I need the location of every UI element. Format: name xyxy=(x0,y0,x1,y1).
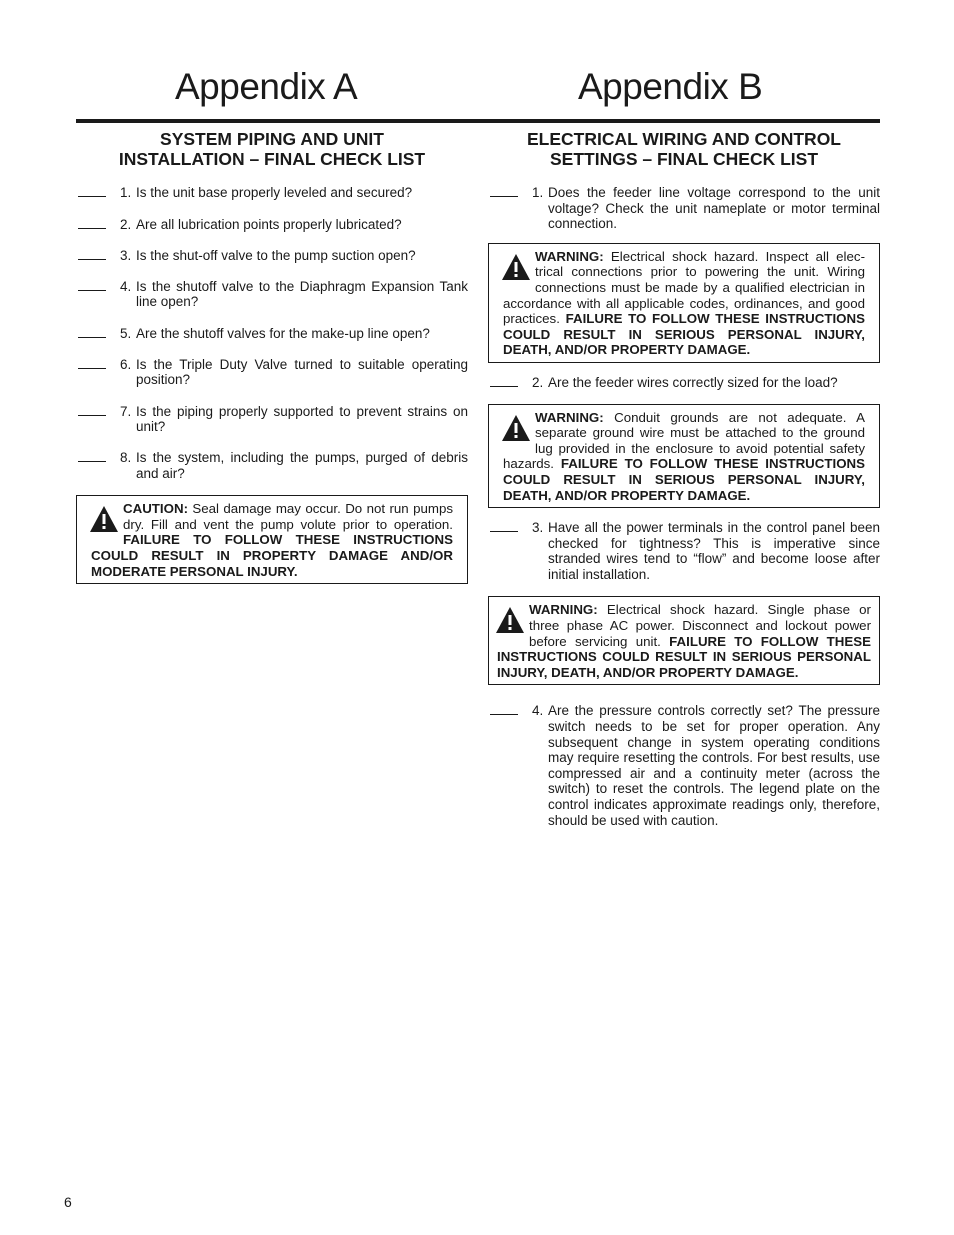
checkbox-blank[interactable] xyxy=(490,531,518,532)
checklist-item xyxy=(76,357,468,388)
header-rule xyxy=(76,119,880,123)
warning-box-electrical xyxy=(488,243,880,363)
item-text: Are the feeder wires correctly sized for the load? xyxy=(548,374,838,390)
checkbox-blank[interactable] xyxy=(78,290,106,291)
item-number: 4. xyxy=(120,278,132,294)
item-number: 3. xyxy=(120,248,132,264)
item-number: 6. xyxy=(120,356,132,372)
checkbox-blank[interactable] xyxy=(78,337,106,338)
item-number: 4. xyxy=(532,703,544,719)
caution-emphasis: FAILURE TO FOLLOW THESE INSTRUCTIONS COULD RESULT IN PROPERTY DAMAGE AND/OR MODERATE PERSONAL INJURY. xyxy=(91,532,453,579)
warning-triangle-icon xyxy=(501,414,531,442)
checkbox-blank[interactable] xyxy=(490,714,518,715)
appendix-b-column xyxy=(488,128,880,828)
page-number: 6 xyxy=(64,1194,72,1210)
item-number: 7. xyxy=(120,403,132,419)
item-text: Are the shutoff valves for the make-up line open? xyxy=(136,325,430,341)
item-number: 2. xyxy=(120,216,132,232)
checklist-item xyxy=(76,404,468,435)
warning-emphasis: FAILURE TO FOLLOW THESE INSTRUCTIONS COULD RESULT IN SERIOUS PERSONAL INJURY, DEATH, AND/OR PROPERTY DAMAGE. xyxy=(497,633,872,680)
heading-line-1: SYSTEM PIPING AND UNIT xyxy=(160,129,384,149)
heading-line-2: INSTALLATION – FINAL CHECK LIST xyxy=(118,149,426,169)
checklist-item xyxy=(488,520,880,582)
warning-box-power xyxy=(488,596,880,685)
checklist-item xyxy=(76,248,468,264)
warning-body: Electrical shock hazard. Inspect all electrical connections prior to powering the unit. Wiring connections must be made by a qualified electrician in accordance with all applicable codes, ordinances, and good practices. xyxy=(503,248,865,327)
item-text: Is the Triple Duty Valve turned to suitable operating position? xyxy=(136,356,468,388)
warning-triangle-icon xyxy=(89,505,119,533)
item-text: Is the system, including the pumps, purged of debris and air? xyxy=(136,449,468,481)
warning-label: WARNING: xyxy=(529,602,598,618)
caution-body: Seal damage may occur. Do not run pumps dry. Fill and vent the pump volute prior to operation. xyxy=(123,501,453,532)
item-text: Have all the power terminals in the control panel been checked for tightness? This is imperative since stranded wires tend to “flow” and become loose after initial installation. xyxy=(548,520,880,582)
caution-box xyxy=(76,495,468,584)
appendix-a-title: Appendix A xyxy=(175,66,358,107)
heading-line-2: SETTINGS – FINAL CHECK LIST xyxy=(549,149,819,169)
item-text: Are the pressure controls correctly set? The pressure switch needs to be set for proper operation. Any subsequent change in system operating conditions may require resetting the controls. For best results, use compressed air and a continuity meter (across the switch) to reset the controls. The legend plate on the control indicates approximate readings only, therefore, should be used with caution. xyxy=(548,703,880,828)
warning-triangle-icon xyxy=(501,253,531,281)
section-heading-piping xyxy=(76,129,468,169)
item-text: Does the feeder line voltage correspond to the unit voltage? Check the unit nameplate or motor terminal connection. xyxy=(548,185,880,232)
warning-triangle-icon xyxy=(495,606,525,634)
checklist-item xyxy=(76,185,468,201)
item-text: Is the shut-off valve to the pump suction open? xyxy=(136,248,416,264)
checkbox-blank[interactable] xyxy=(78,196,106,197)
warning-emphasis: FAILURE TO FOLLOW THESE INSTRUCTIONS COULD RESULT IN SERIOUS PERSONAL INJURY, DEATH, AND/OR PROPERTY DAMAGE. xyxy=(503,311,865,358)
warning-emphasis: FAILURE TO FOLLOW THESE INSTRUCTIONS COULD RESULT IN SERIOUS PERSONAL INJURY, DEATH, AND/OR PROPERTY DAMAGE. xyxy=(503,456,866,503)
warning-label: WARNING: xyxy=(535,409,604,425)
item-number: 3. xyxy=(532,520,544,536)
warning-box-ground xyxy=(488,404,880,509)
checkbox-blank[interactable] xyxy=(78,415,106,416)
item-text: Are all lubrication points properly lubricated? xyxy=(136,216,402,232)
heading-line-1: ELECTRICAL WIRING AND CONTROL xyxy=(526,129,841,149)
checklist-item xyxy=(76,279,468,310)
appendix-b-title: Appendix B xyxy=(578,66,763,107)
appendix-a-column xyxy=(76,128,468,584)
checkbox-blank[interactable] xyxy=(78,368,106,369)
warning-body: Electrical shock hazard. Single phase or three phase AC power. Disconnect and lockout power before servicing unit. xyxy=(529,602,871,649)
checklist-item xyxy=(488,185,880,232)
checkbox-blank[interactable] xyxy=(490,386,518,387)
item-number: 8. xyxy=(120,449,132,465)
item-number: 1. xyxy=(120,185,132,200)
item-number: 2. xyxy=(532,374,544,390)
item-text: Is the piping properly supported to prevent strains on unit? xyxy=(136,403,468,435)
item-text: Is the unit base properly leveled and secured? xyxy=(136,185,413,200)
checkbox-blank[interactable] xyxy=(78,228,106,229)
item-text: Is the shutoff valve to the Diaphragm Expansion Tank line open? xyxy=(136,278,468,310)
checklist-item xyxy=(76,326,468,342)
checklist-item xyxy=(76,450,468,481)
item-number: 5. xyxy=(120,325,132,341)
section-heading-electrical xyxy=(488,129,880,169)
checklist-item xyxy=(76,217,468,233)
checklist-item xyxy=(488,703,880,828)
checkbox-blank[interactable] xyxy=(490,196,518,197)
warning-body: Conduit grounds are not adequate. A separate ground wire must be attached to the ground lug provided in the enclosure to avoid potential safety hazards. xyxy=(503,409,865,472)
checkbox-blank[interactable] xyxy=(78,259,106,260)
warning-label: WARNING: xyxy=(535,248,604,264)
item-number: 1. xyxy=(532,185,544,200)
checklist-item xyxy=(488,375,880,391)
caution-label: CAUTION: xyxy=(123,501,188,517)
checkbox-blank[interactable] xyxy=(78,461,106,462)
